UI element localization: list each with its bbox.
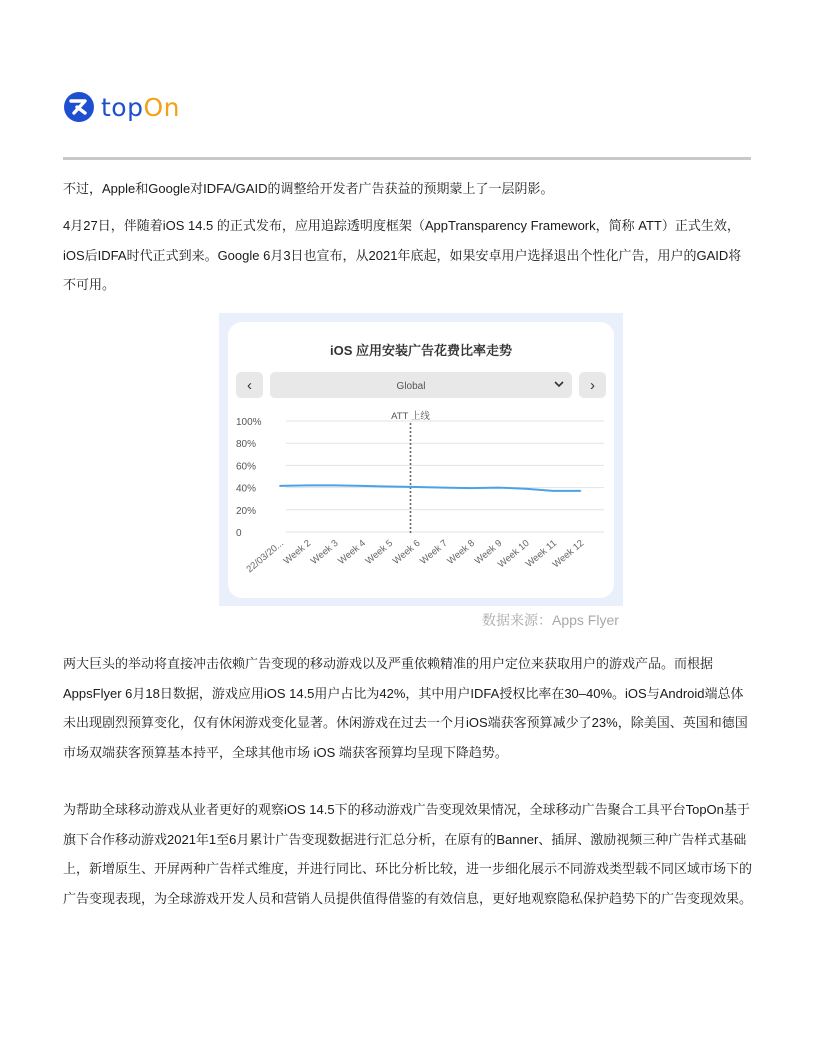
data-point [361, 485, 363, 487]
x-tick-label: Week 6 [390, 537, 423, 567]
paragraph-3: 两大巨头的举动将直接冲击依赖广告变现的移动游戏以及严重依赖精准的用户定位来获取用户的游戏产品。而根据AppsFlyer 6月18日数据，游戏应用iOS 14.5用户占比为42%，其中用户IDFA授权比率在30–40%。iOS与Android端总体未出现剧烈预算变化，仅有休闲游戏变化显著。休闲游戏在过去一个月iOS端获客预算减少了23%，除美国、英国和德国市场双端获客预算基本持平，全球其他市场 iOS 端获客预算均呈现下降趋势。 [63, 656, 748, 760]
y-tick-label: 0 [236, 528, 242, 539]
x-tick-label: Week 3 [308, 537, 341, 567]
y-axis-ticks [236, 417, 262, 539]
data-point [279, 485, 281, 487]
y-tick-label: 100% [236, 417, 262, 428]
topon-logo-icon [63, 91, 95, 123]
chart-title: iOS 应用安装广告花费比率走势 [329, 343, 513, 358]
x-axis-ticks [244, 538, 586, 575]
x-tick-label: Week 11 [523, 537, 559, 570]
data-point [443, 487, 445, 489]
x-tick-label: Week 9 [472, 537, 505, 567]
att-annotation-label: ATT 上线 [391, 411, 430, 422]
paragraph-2: 4月27日，伴随着iOS 14.5 的正式发布，应用追踪透明度框架（AppTransparency Framework，简称 ATT）正式生效，iOS后IDFA时代正式到来。Google 6月3日也宣布，从2021年底起，如果安卓用户选择退出个性化广告，用户的GAID将不可用。 [63, 218, 742, 292]
data-point [525, 488, 527, 490]
header-divider [63, 157, 751, 160]
prev-region-button[interactable] [236, 372, 263, 398]
x-tick-label: Week 5 [363, 537, 396, 567]
data-point [498, 487, 500, 489]
chart-svg [228, 322, 614, 598]
next-region-button[interactable] [579, 372, 606, 398]
chevron-right-icon: › [590, 377, 595, 394]
chart-source: 数据来源：Apps Flyer [482, 612, 619, 628]
region-select-value: Global [396, 381, 426, 392]
paragraph-1: 不过，Apple和Google对IDFA/GAID的调整给开发者广告获益的预期蒙上了一层阴影。 [63, 181, 554, 196]
paragraph-4: 为帮助全球移动游戏从业者更好的观察iOS 14.5下的移动游戏广告变现效果情况，全球移动广告聚合工具平台TopOn基于旗下合作移动游戏2021年1至6月累计广告变现数据进行汇总分析，在原有的Banner、插屏、激励视频三种广告样式基础上，新增原生、开屏两种广告样式维度，并进行同比、环比分析比较，进一步细化展示不同游戏类型载不同区域市场下的广告变现表现，为全球游戏开发人员和营销人员提供值得借鉴的有效信息，更好地观察隐私保护趋势下的广告变现效果。 [63, 802, 753, 906]
y-tick-label: 40% [236, 483, 257, 495]
data-point [552, 490, 554, 492]
x-tick-label: 22/03/20... [244, 537, 286, 576]
chart-series [279, 484, 581, 491]
data-point [334, 484, 336, 486]
chart-gridlines [286, 421, 604, 532]
x-tick-label: Week 10 [495, 537, 532, 571]
region-select[interactable] [270, 372, 572, 398]
data-point [388, 486, 390, 488]
x-tick-label: Week 8 [445, 537, 478, 567]
logo-wordmark: topOn [101, 92, 180, 122]
series-line [280, 485, 580, 491]
data-point [579, 490, 581, 492]
y-tick-label: 80% [236, 439, 257, 451]
x-tick-label: Week 4 [336, 537, 368, 567]
data-point [470, 487, 472, 489]
y-tick-label: 60% [236, 461, 257, 473]
att-annotation [391, 410, 430, 534]
x-tick-label: Week 12 [550, 537, 587, 571]
topon-logo [63, 90, 180, 124]
y-tick-label: 20% [236, 505, 257, 517]
data-point [306, 484, 308, 486]
x-tick-label: Week 2 [281, 537, 314, 567]
data-point [416, 486, 418, 488]
chart-card [228, 322, 614, 598]
chart-figure [219, 313, 623, 606]
chevron-left-icon: ‹ [247, 377, 252, 394]
x-tick-label: Week 7 [418, 537, 450, 567]
